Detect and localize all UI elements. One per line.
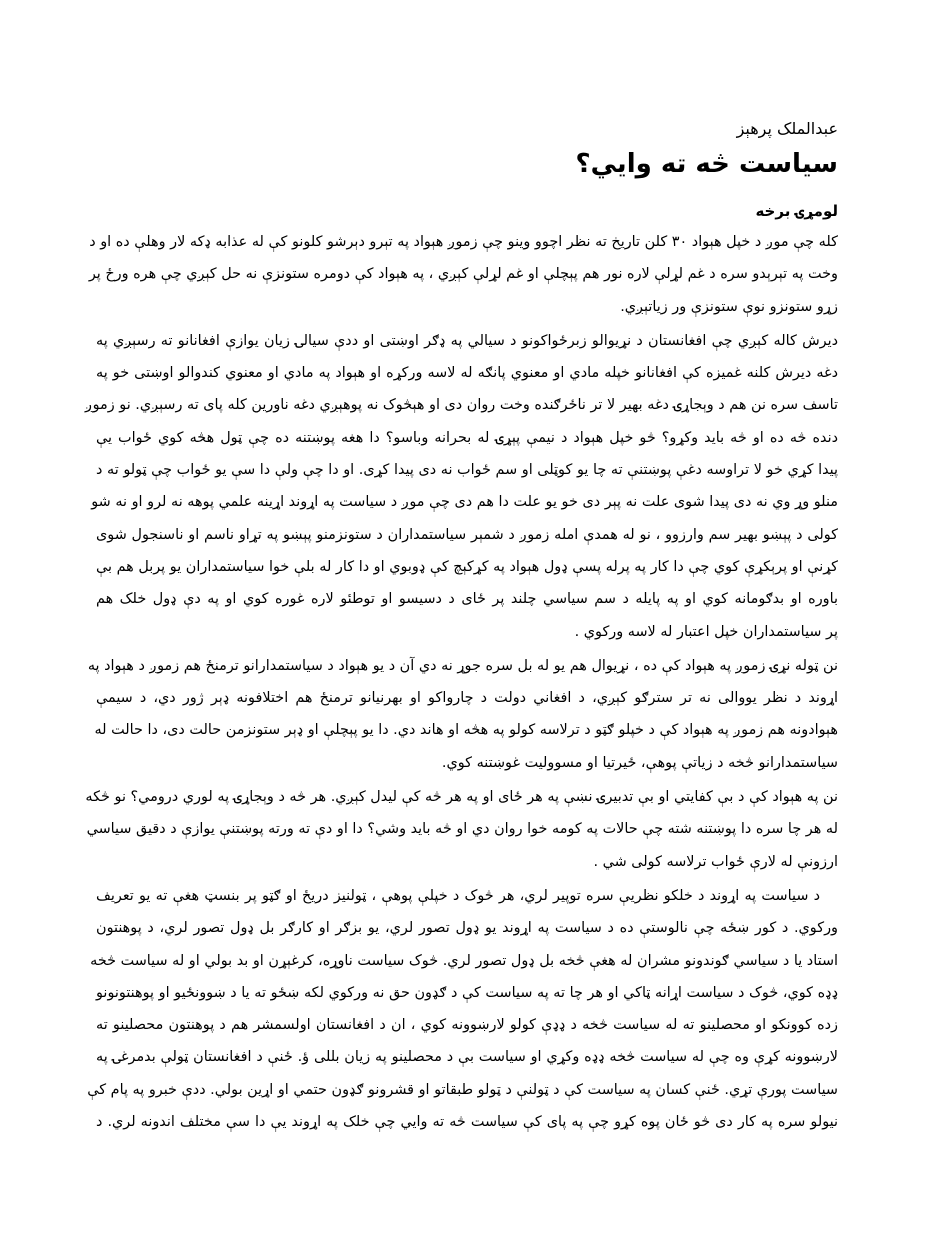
document-page <box>84 118 838 1140</box>
author-name: عبدالملک پرهېز <box>736 119 838 138</box>
paragraph-line: باوره او بدګومانه کوي او په پایله د سم سیاسي چلند پر ځای د دسیسو او توطئو لاره غوره کوي او په دې ډول خلک هم <box>96 591 838 608</box>
paragraph-line: کله چې موږ د خپل هېواد ۳۰ کلن تاریخ ته نظر اچوو وینو چې زموږ هېواد په تېرو دېرشو کلونو کې له عذابه ډکه لار وهلې ده او د <box>89 234 838 250</box>
paragraph-line: کړنې او پرېکړې کوي چې دا کار په پرله پسې ډول هېواد په کړکېچ کې ډوبوي او دا کار له بلې خوا سیاستمداران یو پربل هم بې <box>96 558 838 575</box>
paragraph-line: نن په هېواد کې د بې کفایتي او بې تدبیرۍ نښې په هر ځای او په هر څه کې لیدل کېږي. هر څه د وېجاړۍ په لوري درومي؟ نو څکه <box>85 789 838 806</box>
paragraph-line: هېوادونه هم زموږ په هېواد کې د خپلو ګټو د ترلاسه کولو په هڅه او هاند دي. دا یو پېچلې او ډېر ستونزمن حالت دی، دا حالت له <box>94 722 838 739</box>
paragraph-line: لارښوونه کړې وه چې له سیاست څخه ډډه وکړي او سیاست بې د محصلینو په زیان بللی ؤ. ځنې د افغانستان ټولې بدمرغۍ په <box>96 1049 838 1066</box>
paragraph <box>88 226 838 323</box>
paragraph-line: پیدا کړي خو لا تراوسه دغې پوښتنې ته چا یو کوټلی او سم ځواب نه دی پیدا کړی. او دا چې ولې دا سې یو ځواب چې ټولو ته د <box>96 462 838 479</box>
paragraph-line: سیاستمدارانو څخه د زیاتې پوهې، ځیرتیا او مسوولیت غوښتنه کوي. <box>441 754 838 771</box>
paragraph-line: زړو ستونزو نوې ستونزې ور زیاتېږي. <box>620 298 838 315</box>
paragraph-line: سیاست پورې تړي. ځنې کسان په سیاست کې د ټولنې د ټولو طبقاتو او قشرونو ګډون حتمي او اړین بولي. ددې خبرو په پام کې <box>87 1081 838 1098</box>
paragraph-line: وخت په تېرېدو سره د غم لړلې لاره نور هم پېچلې او غم لړلې کېږي ، په هېواد کې دومره ستونزې نه حل کېږي چې هره ورځ پر <box>88 266 838 283</box>
paragraph-line: ورکوي. د کور ښځه چې نالوستې ده د سیاست په اړوند یو ډول تصور لري، یو بزګر او کارګر بل ډول تصور لري، د پوهنتون <box>96 920 838 937</box>
paragraph <box>87 650 838 779</box>
paragraph <box>87 880 838 1138</box>
paragraph-line: دیرش کاله کېږي چې افغانستان د نړیوالو زبرځواکونو د سیالي په ډګر اوښتی او ددې سیالۍ زیان یوازې افغانانو ته رسېږي په <box>96 332 838 349</box>
paragraph <box>85 781 838 878</box>
paragraph-line: نیولو سره په کار دی څو ځان پوه کړو چې په پای کې سیاست څه ته وایي چې خلک په اړوند یې دا سې مختلف اندونه لري. د <box>96 1114 838 1131</box>
paragraph-line: ارزونې له لارې ځواب ترلاسه کولی شي . <box>593 853 838 870</box>
paragraph-line: له هر چا سره دا پوښتنه شته چې حالات په کومه خوا روان دي او څه باید وشي؟ دا او دې ته ورته پوښتنې یوازې د دقیق سیاسي <box>86 821 838 838</box>
paragraph-line: د سیاست په اړوند د خلکو نظریې سره توپیر لري، هر څوک د خپلې پوهې ، ټولنیز دریځ او ګټو پر بنسټ هغې ته یو تعریف <box>96 887 820 904</box>
paragraph-line: پر سیاستمداران خپل اعتبار له لاسه ورکوي . <box>574 623 838 640</box>
paragraph <box>84 325 838 648</box>
paragraph-line: استاد یا د سیاسي ګوندونو مشران له هغې څخه بل ډول تصور لري. څوک سیاست ناوړه، کرغېړن او بد بولي او له سیاست څخه <box>90 952 838 969</box>
paragraph-line: ډډه کوي، څوک د سیاست اړانه ټاکي او هر چا ته په سیاست کې د ګډون حق نه ورکوي لکه ښځو ته یا د ښوونځیو او پوهنتونونو <box>96 984 838 1001</box>
paragraph-line: کولی د پېښو بهیر سم وارزوو ، نو له همدې امله زموږ د شمېر سیاستمداران د ستونزمنو پېښو په تړاو ناسم او ناسنجول شوی <box>96 526 838 543</box>
article-body <box>84 226 838 1138</box>
section-heading: لومړۍ برخه <box>755 202 838 220</box>
paragraph-line: زده کوونکو او محصلینو ته له سیاست څخه د ډډې کولو لارښوونه کوي ، ان د افغانستان اولسمشر هم د پوهنتون محصلینو ته <box>96 1017 838 1034</box>
paragraph-line: دغه دیرش کلنه غمیزه کې افغانانو خپله مادي او معنوي پانګه له لاسه ورکړه او هېواد په مادي او معنوي کندوالو اوښتی خو په <box>96 365 838 382</box>
paragraph-line: دنده څه ده او څه باید وکړو؟ څو خپل هېواد د نیمې پېړۍ له بحرانه وباسو؟ دا هغه پوښتنه ده چې ټول هڅه کوي ځواب يې <box>96 429 838 446</box>
paragraph-line: اړوند د نظر یووالی نه تر سترګو کېږي، د افغاني دولت د چارواکو او بهرنیانو ترمنځ هم اختلافونه ډېر ژور دي، د سیمې <box>96 690 838 707</box>
article-title: سیاست څه ته وايي؟ <box>575 149 838 179</box>
paragraph-line: نن ټوله نړۍ زموږ په هېواد کې ده ، نړیوال هم یو له بل سره جوړ نه دي آن د یو هېواد د سیاستمدارانو ترمنځ هم زموږ د هېواد په <box>87 657 838 674</box>
paragraph-line: منلو وړ وي نه دی پیدا شوی علت نه پېر دی خو یو علت دا هم دی چې موږ د سیاست په اړوند اړینه علمي پوهه نه لرو او نه شو <box>91 494 838 511</box>
paragraph-line: تاسف سره نن هم د وېجاړۍ دغه بهیر لا تر ناځرګنده وخت روان دی او هېڅوک نه پوهېږي دغه ناورین کله پای ته رسېږي. نو زموږ <box>84 397 838 414</box>
